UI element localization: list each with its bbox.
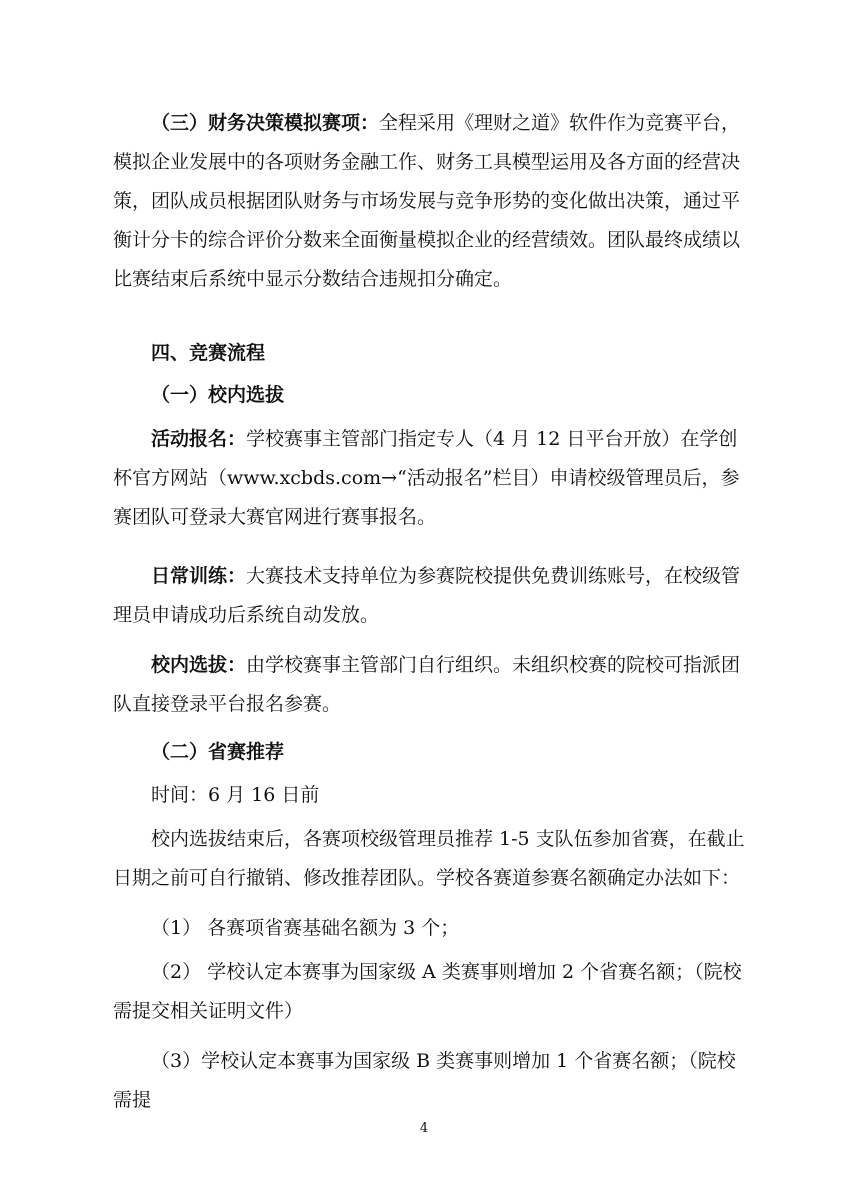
time-line: 时间：6 月 16 日前	[151, 784, 320, 806]
paragraph-recommend: 校内选拔结束后，各赛项校级管理员推荐 1-5 支队伍参加省赛，在截止日期之前可自行撤销、修改推荐团队。学校各赛道参赛名额确定办法如下：	[113, 828, 745, 889]
subsection-title: （一）校内选拔	[151, 384, 285, 406]
list-item: （1） 各赛项省赛基础名额为 3 个；	[151, 917, 460, 939]
paragraph-selection	[113, 646, 753, 724]
paragraph-text: 学校赛事主管部门指定专人（4 月 12 日平台开放）在学创杯官方网站（www.xcbds.com→“活动报名”栏目）申请校级管理员后，参赛团队可登录大赛官网进行赛事报名。	[113, 428, 740, 528]
paragraph-heading: （三）财务决策模拟赛项：	[151, 112, 380, 134]
subsection-title: （二）省赛推荐	[151, 741, 285, 763]
paragraph-heading: 活动报名：	[151, 428, 247, 450]
list-item: （3）学校认定本赛事为国家级 B 类赛事则增加 1 个省赛名额；（院校需提	[113, 1050, 736, 1111]
list-item: （2） 学校认定本赛事为国家级 A 类赛事则增加 2 个省赛名额；（院校需提交相关证明文件）	[113, 961, 742, 1022]
section-title: 四、竞赛流程	[151, 342, 266, 364]
paragraph-heading: 校内选拔：	[151, 654, 247, 676]
paragraph-financial-decision	[113, 104, 753, 299]
paragraph-signup	[113, 420, 753, 537]
paragraph-text: 大赛技术支持单位为参赛院校提供免费训练账号，在校级管理员申请成功后系统自动发放。	[113, 565, 741, 626]
paragraph-heading: 日常训练：	[151, 565, 247, 587]
paragraph-text: 全程采用《理财之道》软件作为竞赛平台，模拟企业发展中的各项财务金融工作、财务工具模型运用及各方面的经营决策，团队成员根据团队财务与市场发展与竞争形势的变化做出决策，通过平衡计分卡的综合评价分数来全面衡量模拟企业的经营绩效。团队最终成绩以比赛结束后系统中显示分数结合违规扣分确定。	[113, 112, 741, 290]
page-number: 4	[419, 1121, 429, 1136]
paragraph-text: 由学校赛事主管部门自行组织。未组织校赛的院校可指派团队直接登录平台报名参赛。	[113, 654, 741, 715]
paragraph-training	[113, 557, 753, 635]
